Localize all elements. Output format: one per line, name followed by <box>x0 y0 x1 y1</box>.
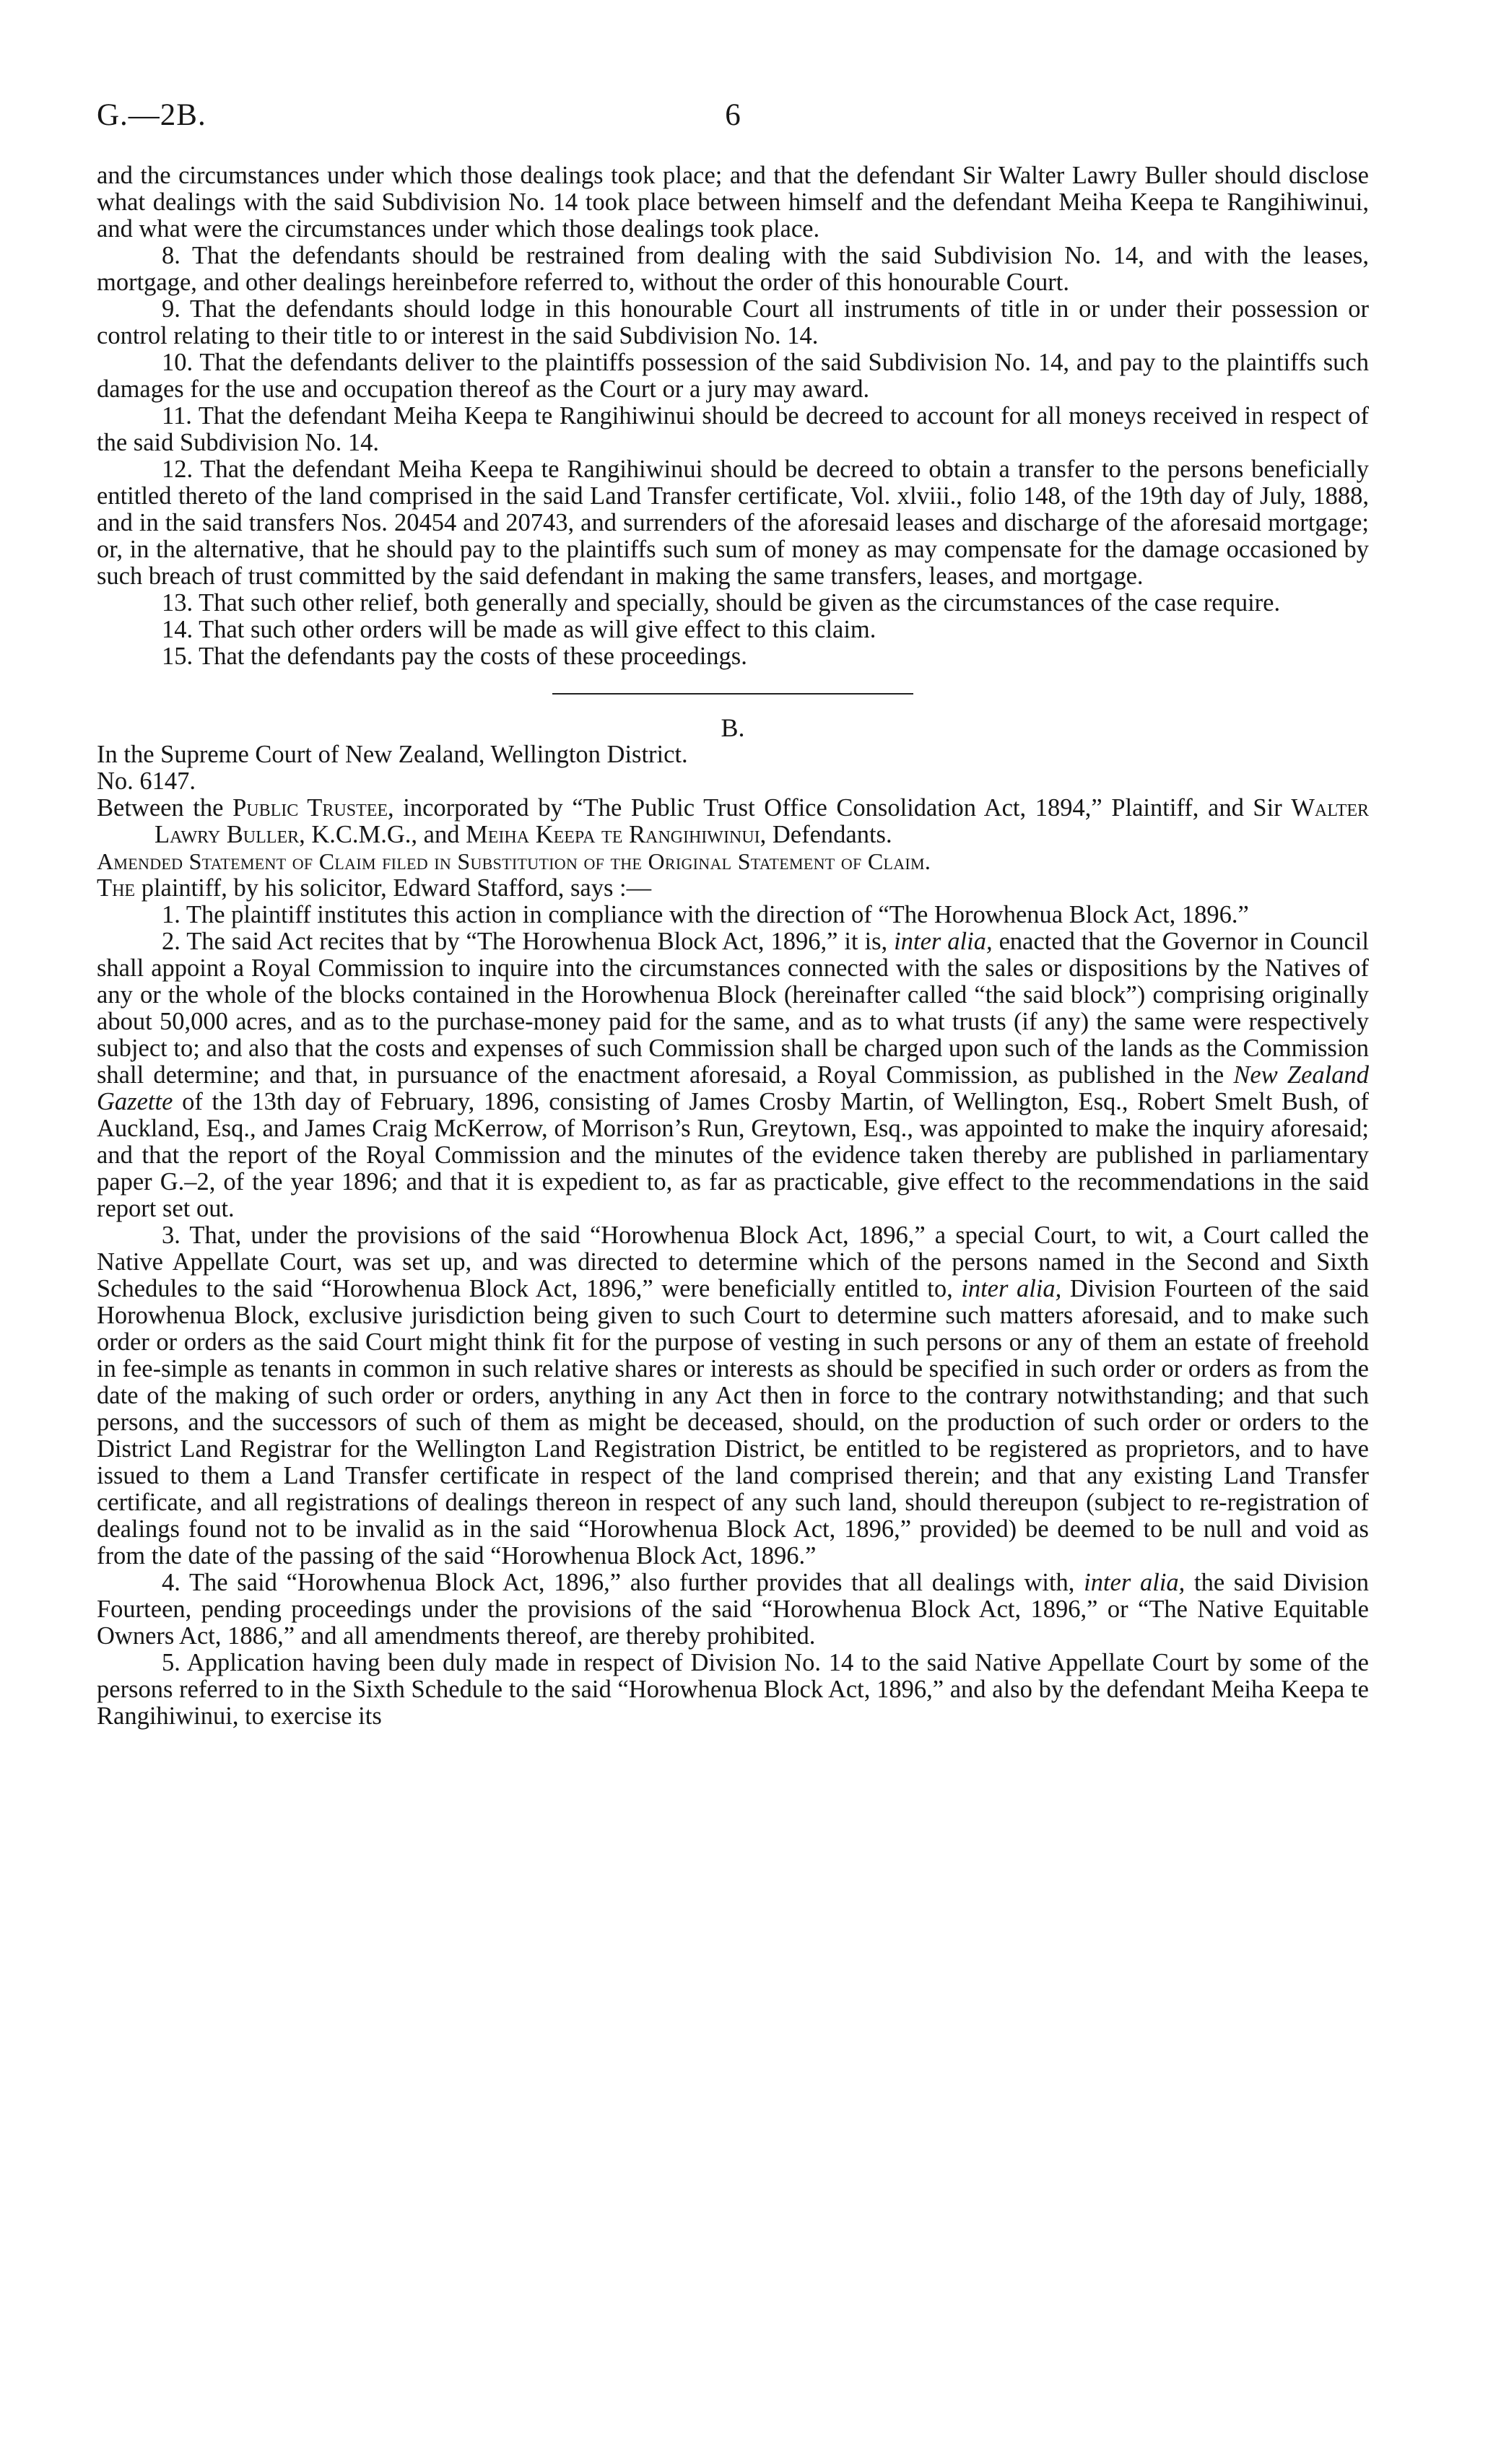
paragraph-15: 15. That the defendants pay the costs of these proceedings. <box>162 643 747 670</box>
intro-line: The plaintiff, by his solicitor, Edward Stafford, says :— <box>97 874 652 902</box>
document-code: G.—2B. <box>97 98 206 132</box>
section-letter: B. <box>721 713 745 742</box>
claim-paragraph-5: 5. Application having been duly made in respect of Division No. 14 to the said Native Appellate Court by some of the persons referred to in the Sixth Schedule to the said “Horowhenua Block Act, 1896,” and also by the defendant Meiha Keepa te Rangihiwinui, to exercise its <box>97 1649 1369 1730</box>
paragraph-14: 14. That such other orders will be made as will give effect to this claim. <box>162 616 876 643</box>
claim-paragraph-3: 3. That, under the provisions of the said “Horowhenua Block Act, 1896,” a special Court, to wit, a Court called the Native Appellate Court, was set up, and was directed to determine which of the persons named in the Second and Sixth Schedules to the said “Horowhenua Block Act, 1896,” were beneficially entitled to, inter alia, Division Fourteen of the said Horowhenua Block, exclusive jurisdiction being given to such Court to determine such matters aforesaid, and to make such order or orders as the said Court might think fit for the purpose of vesting in such persons or any of them an estate of freehold in fee-simple as tenants in common in such relative shares or interests as should be specified in such order or orders as from the date of the making of such order or orders, anything in any Act then in force to the contrary notwithstanding; and that such persons, and the successors of such of them as might be deceased, should, on the production of such order or orders to the District Land Registrar for the Wellington Land Registration District, be entitled to be registered as proprietors, and to have issued to them a Land Transfer certificate in respect of the land comprised therein; and that any existing Land Transfer certificate, and all registrations of dealings thereon in respect of any such land, should thereupon (subject to re-registration of dealings found not to be invalid as in the said “Horowhenua Block Act, 1896,” provided) be deemed to be null and void as from the date of the passing of the said “Horowhenua Block Act, 1896.” <box>97 1222 1369 1570</box>
page-header <box>97 97 1369 141</box>
party-public-trustee: Public Trustee <box>232 794 388 822</box>
continuation-paragraph: and the circumstances under which those dealings took place; and that the defendant Sir Walter Lawry Buller should disclose what dealings with the said Subdivision No. 14 took place between himself and the defendant Meiha Keepa te Rangihiwinui, and what were the circumstances under which those dealings took place. <box>97 162 1369 243</box>
paragraph-10: 10. That the defendants deliver to the plaintiffs possession of the said Subdivision No. 14, and pay to the plaintiffs such damages for the use and occupation thereof as the Court or a jury may award. <box>97 349 1369 403</box>
paragraph-11: 11. That the defendant Meiha Keepa te Rangihiwinui should be decreed to account for all moneys received in respect of the said Subdivision No. 14. <box>97 402 1369 456</box>
party-buller: Walter Lawry Buller <box>155 794 1369 848</box>
parties-line: Between the Public Trustee, incorporated by “The Public Trust Office Consolidation Act, 1894,” Plaintiff, and Sir Walter Lawry Buller, K.C.M.G., and Meiha Keepa te Rangihiwinui, Defendants. <box>97 794 1369 848</box>
paragraph-8: 8. That the defendants should be restrained from dealing with the said Subdivision No. 14, and with the leases, mortgage, and other dealings hereinbefore referred to, without the order of this honourable Court. <box>97 242 1369 296</box>
page-body <box>97 162 1369 1730</box>
claim-paragraph-1: 1. The plaintiff institutes this action in compliance with the direction of “The Horowhenua Block Act, 1896.” <box>162 901 1249 928</box>
paragraph-12: 12. That the defendant Meiha Keepa te Rangihiwinui should be decreed to obtain a transfer to the persons beneficially entitled thereto of the land comprised in the said Land Transfer certificate, Vol. xlviii., folio 148, of the 19th day of July, 1888, and in the said transfers Nos. 20454 and 20743, and surrenders of the aforesaid leases and discharge of the aforesaid mortgage; or, in the alternative, that he should pay to the plaintiffs such sum of money as may compensate for the damage occasioned by such breach of trust committed by the said defendant in making the same transfers, leases, and mortgage. <box>97 456 1369 590</box>
claim-paragraph-2: 2. The said Act recites that by “The Horowhenua Block Act, 1896,” it is, inter alia, enacted that the Governor in Council shall appoint a Royal Commission to inquire into the circumstances connected with the sales or dispositions by the Natives of any or the whole of the blocks contained in the Horowhenua Block (hereinafter called “the said block”) comprising originally about 50,000 acres, and as to the purchase-money paid for the same, and as to what trusts (if any) the same were respectively subject to; and also that the costs and expenses of such Commission shall be charged upon such of the lands as the Commission shall determine; and that, in pursuance of the enactment aforesaid, a Royal Commission, as published in the New Zealand Gazette of the 13th day of February, 1896, consisting of James Crosby Martin, of Wellington, Esq., Robert Smelt Bush, of Auckland, Esq., and James Craig McKerrow, of Morrison’s Run, Greytown, Esq., was appointed to make the inquiry aforesaid; and that the report of the Royal Commission and the minutes of the evidence taken thereby are published in parliamentary paper G.–2, of the year 1896; and that it is expedient to, as far as practicable, give effect to the recommendations in the said report set out. <box>97 928 1369 1222</box>
case-number: No. 6147. <box>97 767 196 795</box>
paragraph-13: 13. That such other relief, both generally and specially, should be given as the circumstances of the case require. <box>162 589 1281 617</box>
claim-paragraph-4: 4. The said “Horowhenua Block Act, 1896,” also further provides that all dealings with, inter alia, the said Division Fourteen, pending proceedings under the provisions of the said “Horowhenua Block Act, 1896,” or “The Native Equitable Owners Act, 1886,” and all amendments thereof, are thereby prohibited. <box>97 1569 1369 1650</box>
paragraph-9: 9. That the defendants should lodge in this honourable Court all instruments of title in or under their possession or control relating to their title to or interest in the said Subdivision No. 14. <box>97 295 1369 349</box>
party-meiha-keepa: Meiha Keepa te Rangihiwinui <box>466 821 760 848</box>
section-divider <box>552 693 913 695</box>
claim-heading: Amended Statement of Claim filed in Substitution of the Original Statement of Claim. <box>97 848 931 874</box>
page-number: 6 <box>725 98 741 132</box>
court-title: In the Supreme Court of New Zealand, Wellington District. <box>97 741 688 768</box>
